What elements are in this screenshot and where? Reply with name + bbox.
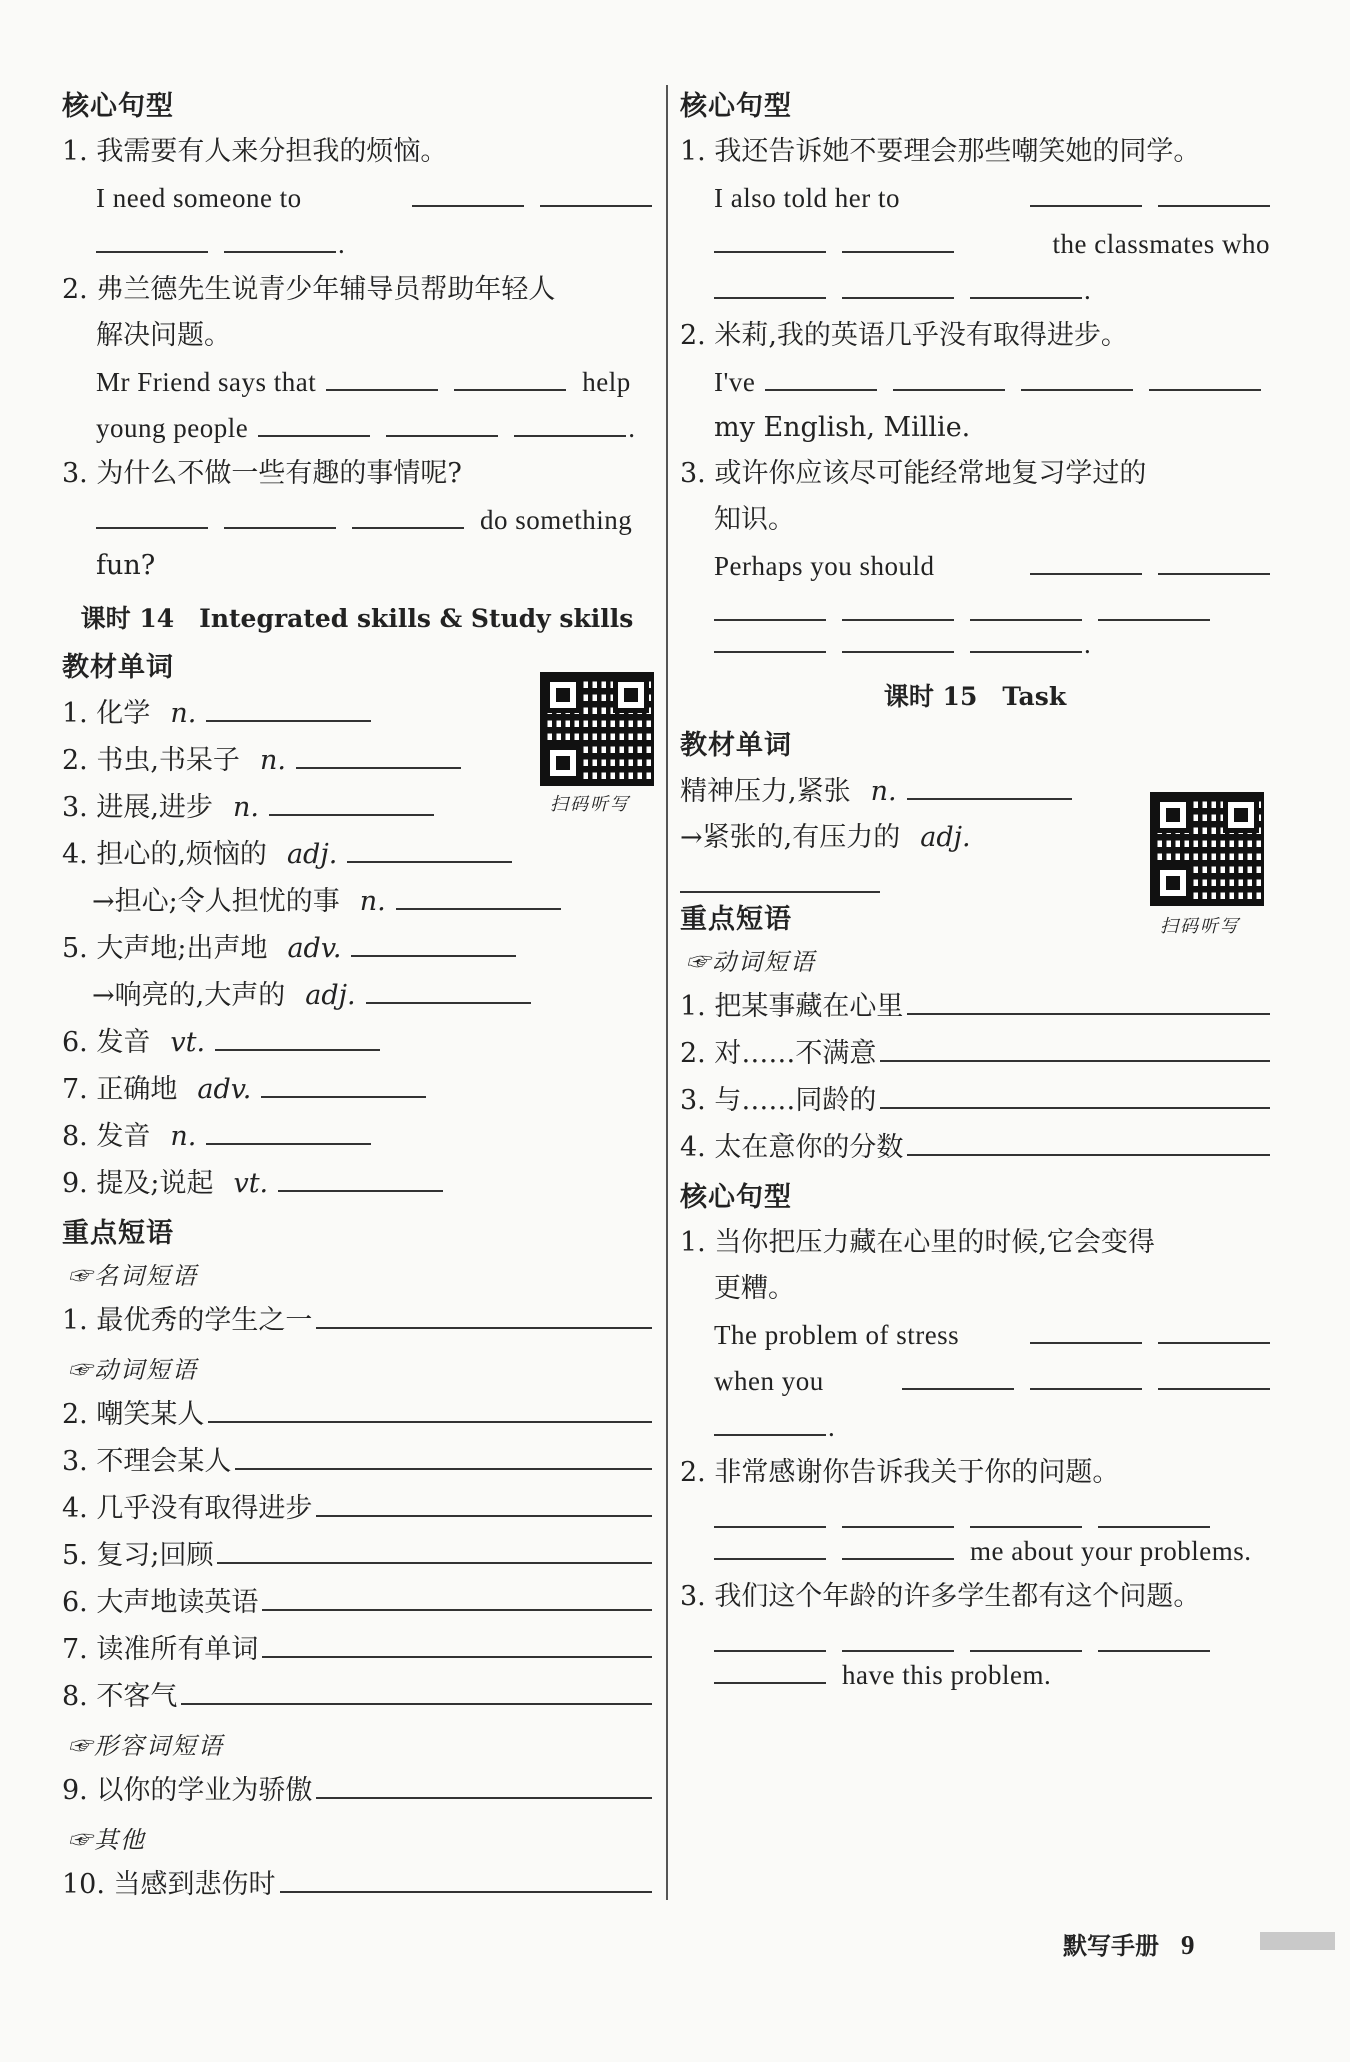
sentence-4-en (680, 1312, 1270, 1358)
core-sentences-2-heading: 核心句型 (680, 1182, 792, 1213)
sentence-2-en (680, 359, 1270, 405)
sentence-3-en (680, 543, 1270, 589)
vocab-label: →响亮的,大声的 (92, 980, 286, 1011)
answer-blank[interactable] (842, 1496, 954, 1528)
phrase-label: 4. 太在意你的分数 (680, 1132, 904, 1163)
answer-blank[interactable] (1021, 359, 1133, 391)
qr-code-left[interactable] (540, 672, 654, 786)
lesson-14-title: 课时 14 Integrated skills & Study skills (80, 604, 634, 633)
answer-blank[interactable] (96, 221, 208, 253)
sentence-1-en-cont (680, 221, 1270, 267)
part-of-speech: n. (232, 792, 259, 823)
answer-blank[interactable] (842, 621, 954, 653)
phrase-label: 3. 与……同龄的 (680, 1085, 877, 1116)
footer-decor-bar (1260, 1932, 1335, 1950)
answer-blank[interactable] (454, 359, 566, 391)
answer-blank[interactable] (1098, 1496, 1210, 1528)
sentence-6-cn: 3. 我们这个年龄的许多学生都有这个问题。 (680, 1581, 1201, 1612)
phrase-row (62, 1861, 652, 1908)
qr-code-right[interactable] (1150, 792, 1264, 906)
answer-blank[interactable] (1158, 543, 1270, 575)
sentence-2-cn-cont: 解决问题。 (96, 320, 231, 351)
phrase-label: 9. 以你的学业为骄傲 (62, 1775, 313, 1806)
answer-blank[interactable] (842, 221, 954, 253)
part-of-speech: n. (359, 886, 386, 917)
answer-blank[interactable] (1030, 1312, 1142, 1344)
phrase-row (62, 1485, 652, 1532)
answer-blank[interactable] (347, 831, 512, 863)
phrase-label: 7. 读准所有单词 (62, 1634, 259, 1665)
phrase-row (680, 983, 1270, 1030)
sentence-1-prompt-b: the classmates who (1052, 229, 1270, 259)
answer-blank[interactable] (1030, 175, 1142, 207)
phrase-label: 6. 大声地读英语 (62, 1587, 259, 1618)
phrase-label: 10. 当感到悲伤时 (62, 1869, 276, 1900)
sentence-2-cn: 2. 米莉,我的英语几乎没有取得进步。 (680, 320, 1128, 351)
answer-blank[interactable] (1158, 175, 1270, 207)
sentence-2-en-cont: young people . (62, 405, 652, 451)
vocab-row (62, 831, 652, 878)
phrase-row (62, 1391, 652, 1438)
answer-blank[interactable] (765, 359, 877, 391)
answer-blank[interactable] (970, 267, 1082, 299)
answer-blank[interactable] (206, 690, 371, 722)
phrase-row (62, 1438, 652, 1485)
part-of-speech: adv. (287, 933, 342, 964)
vocab-row (62, 1019, 652, 1066)
answer-blank[interactable] (714, 1496, 826, 1528)
noun-phrases-sub: ☞名词短语 (68, 1262, 198, 1290)
answer-blank[interactable] (970, 1620, 1082, 1652)
answer-blank[interactable] (714, 267, 826, 299)
page-number: 9 (1181, 1930, 1195, 1960)
phrase-row (62, 1297, 652, 1344)
answer-blank[interactable] (714, 221, 826, 253)
vocab-row (62, 1113, 652, 1160)
answer-blank[interactable] (714, 1620, 826, 1652)
answer-blank[interactable] (880, 1030, 1270, 1062)
answer-blank[interactable] (970, 621, 1082, 653)
vocab-label: 8. 发音 (62, 1121, 151, 1152)
answer-blank[interactable] (326, 359, 438, 391)
answer-blank[interactable] (316, 1485, 652, 1517)
sentence-3-cn-cont: 知识。 (714, 504, 795, 535)
part-of-speech: adj. (286, 839, 338, 870)
answer-blank[interactable] (842, 267, 954, 299)
answer-blank[interactable] (366, 972, 531, 1004)
phrase-label: 5. 复习;回顾 (62, 1540, 214, 1571)
verb-phrases-sub: ☞动词短语 (686, 948, 816, 976)
answer-blank[interactable] (907, 1124, 1270, 1156)
sentence-3-cn: 3. 或许你应该尽可能经常地复习学过的 (680, 458, 1147, 489)
phrases-heading: 重点短语 (62, 1218, 174, 1249)
vocab-label: 1. 化学 (62, 698, 151, 729)
part-of-speech: adj. (305, 980, 356, 1011)
part-of-speech: adv. (197, 1074, 252, 1105)
phrase-row (62, 1767, 652, 1814)
answer-blank[interactable] (296, 737, 461, 769)
answer-blank[interactable] (412, 175, 524, 207)
sentence-2-prompt: I've (714, 367, 756, 397)
answer-blank[interactable] (280, 1861, 652, 1893)
phrase-label: 1. 最优秀的学生之一 (62, 1305, 313, 1336)
part-of-speech: n. (870, 776, 897, 807)
sentence-4-prompt-b: when you (714, 1366, 824, 1396)
sentence-4-en-cont (680, 1358, 1270, 1404)
phrase-label: 8. 不客气 (62, 1681, 178, 1712)
part-of-speech: vt. (170, 1027, 206, 1058)
phrase-row (62, 1532, 652, 1579)
answer-blank[interactable] (1030, 1358, 1142, 1390)
answer-blank[interactable] (235, 1438, 652, 1470)
sentence-1-prompt: I also told her to (714, 183, 900, 213)
answer-blank[interactable] (224, 221, 336, 253)
phrase-label: 1. 把某事藏在心里 (680, 991, 904, 1022)
sentence-3-prompt: do something (480, 505, 633, 535)
answer-blank[interactable] (1149, 359, 1261, 391)
sentence-3-cn: 3. 为什么不做一些有趣的事情呢? (62, 458, 462, 489)
sentence-6-en (680, 1620, 1270, 1652)
vocab-label: 2. 书虫,书呆子 (62, 745, 240, 776)
vocab-label: 3. 进展,进步 (62, 792, 213, 823)
phrase-row (680, 1030, 1270, 1077)
vocab-heading: 教材单词 (680, 730, 792, 761)
core-sentences-heading: 核心句型 (62, 91, 174, 122)
sentence-5-en-cont (680, 1528, 1270, 1574)
vocab-row (62, 1160, 652, 1207)
sentence-1-prompt: I need someone to (96, 183, 302, 213)
sentence-1-en-cont2: . (680, 267, 1270, 313)
sentence-2-prompt-c: young people (96, 413, 249, 443)
answer-blank[interactable] (261, 1066, 426, 1098)
vocab-label: →紧张的,有压力的 (680, 822, 901, 853)
sentence-1-cn: 1. 我需要有人来分担我的烦恼。 (62, 136, 448, 167)
sentence-1-cn: 1. 我还告诉她不要理会那些嘲笑她的同学。 (680, 136, 1201, 167)
answer-blank[interactable] (970, 1496, 1082, 1528)
phrase-row (680, 1077, 1270, 1124)
answer-blank[interactable] (215, 1019, 380, 1051)
vocab-label: 5. 大声地;出声地 (62, 933, 268, 964)
answer-blank[interactable] (258, 405, 370, 437)
answer-blank[interactable] (714, 1404, 826, 1436)
sentence-3-en-cont: fun? (96, 550, 156, 581)
vocab-heading: 教材单词 (62, 652, 174, 683)
answer-blank[interactable] (714, 589, 826, 621)
answer-blank[interactable] (893, 359, 1005, 391)
sentence-5-cn: 2. 非常感谢你告诉我关于你的问题。 (680, 1457, 1120, 1488)
phrase-label: 3. 不理会某人 (62, 1446, 232, 1477)
answer-blank[interactable] (1158, 1312, 1270, 1344)
column-divider (666, 85, 668, 1900)
answer-blank[interactable] (278, 1160, 443, 1192)
sentence-5-prompt: me about your problems. (970, 1536, 1252, 1566)
vocab-label: 7. 正确地 (62, 1074, 178, 1105)
vocab-label: 9. 提及;说起 (62, 1168, 214, 1199)
answer-blank[interactable] (970, 589, 1082, 621)
part-of-speech: n. (170, 698, 197, 729)
part-of-speech: vt. (233, 1168, 269, 1199)
phrase-row (62, 1579, 652, 1626)
answer-blank[interactable] (396, 878, 561, 910)
answer-blank[interactable] (262, 1579, 652, 1611)
answer-blank[interactable] (352, 497, 464, 529)
sentence-3-en (62, 497, 652, 543)
answer-blank[interactable] (1098, 1620, 1210, 1652)
answer-blank[interactable] (181, 1673, 652, 1705)
vocab-label: 4. 担心的,烦恼的 (62, 839, 267, 870)
footer-title: 默写手册 (1063, 1932, 1159, 1960)
answer-blank[interactable] (208, 1391, 652, 1423)
sentence-2-prompt-b: help (582, 367, 631, 397)
answer-blank[interactable] (217, 1532, 652, 1564)
qr-caption-right: 扫码听写 (1160, 916, 1240, 937)
sentence-2-en-cont: my English, Millie. (714, 412, 971, 443)
sentence-3-en-cont (680, 589, 1270, 621)
answer-blank[interactable] (514, 405, 626, 437)
phrase-label: 2. 嘲笑某人 (62, 1399, 205, 1430)
sentence-2-prompt-a: Mr Friend says that (96, 367, 317, 397)
phrases-heading: 重点短语 (680, 904, 792, 935)
vocab-row (62, 878, 652, 925)
core-sentences-heading: 核心句型 (680, 91, 792, 122)
lesson-15-title: 课时 15 Task (883, 682, 1067, 711)
answer-blank[interactable] (907, 983, 1270, 1015)
answer-blank[interactable] (907, 768, 1072, 800)
answer-blank[interactable] (269, 784, 434, 816)
page-footer (1063, 1926, 1195, 1961)
phrase-label: 2. 对……不满意 (680, 1038, 877, 1069)
answer-blank[interactable] (880, 1077, 1270, 1109)
answer-blank[interactable] (206, 1113, 371, 1145)
answer-blank[interactable] (842, 589, 954, 621)
answer-blank[interactable] (351, 925, 516, 957)
verb-phrases-sub: ☞动词短语 (68, 1356, 198, 1384)
answer-blank[interactable] (1158, 1358, 1270, 1390)
answer-blank[interactable] (262, 1626, 652, 1658)
sentence-5-en (680, 1496, 1270, 1528)
sentence-4-cn: 1. 当你把压力藏在心里的时候,它会变得 (680, 1227, 1155, 1258)
other-phrases-sub: ☞其他 (68, 1826, 146, 1854)
answer-blank[interactable] (842, 1528, 954, 1560)
answer-blank[interactable] (1098, 589, 1210, 621)
sentence-1-en (680, 175, 1270, 221)
vocab-label: 6. 发音 (62, 1027, 151, 1058)
answer-blank[interactable] (680, 861, 880, 893)
answer-blank[interactable] (902, 1358, 1014, 1390)
answer-blank[interactable] (714, 621, 826, 653)
answer-blank[interactable] (842, 1620, 954, 1652)
part-of-speech: n. (170, 1121, 197, 1152)
qr-caption-left: 扫码听写 (550, 794, 630, 815)
part-of-speech: adj. (920, 822, 971, 853)
part-of-speech: n. (259, 745, 286, 776)
sentence-3-en-cont2: . (680, 621, 1270, 667)
sentence-1-en (62, 175, 652, 221)
vocab-row (62, 1066, 652, 1113)
sentence-6-prompt: have this problem. (842, 1660, 1052, 1690)
left-column (62, 80, 652, 1908)
phrase-row (62, 1626, 652, 1673)
sentence-3-prompt: Perhaps you should (714, 551, 935, 581)
answer-blank[interactable] (714, 1652, 826, 1684)
answer-blank[interactable] (714, 1528, 826, 1560)
sentence-1-en-cont: . (62, 221, 652, 267)
vocab-label: 精神压力,紧张 (680, 776, 851, 807)
answer-blank[interactable] (386, 405, 498, 437)
answer-blank[interactable] (316, 1297, 652, 1329)
sentence-4-prompt: The problem of stress (714, 1320, 960, 1350)
answer-blank[interactable] (224, 497, 336, 529)
answer-blank[interactable] (96, 497, 208, 529)
sentence-4-cn-cont: 更糟。 (714, 1273, 795, 1304)
sentence-2-cn: 2. 弗兰德先生说青少年辅导员帮助年轻人 (62, 274, 556, 305)
phrase-row (680, 1124, 1270, 1171)
answer-blank[interactable] (316, 1767, 652, 1799)
adj-phrases-sub: ☞形容词短语 (68, 1732, 224, 1760)
answer-blank[interactable] (540, 175, 652, 207)
phrase-label: 4. 几乎没有取得进步 (62, 1493, 313, 1524)
phrase-row (62, 1673, 652, 1720)
vocab-label: →担心;令人担忧的事 (92, 886, 340, 917)
vocab-row (62, 972, 652, 1019)
vocab-row (62, 925, 652, 972)
answer-blank[interactable] (1030, 543, 1142, 575)
sentence-2-en (62, 359, 652, 405)
sentence-6-en-cont (680, 1652, 1270, 1698)
sentence-4-en-cont2: . (680, 1404, 1270, 1450)
